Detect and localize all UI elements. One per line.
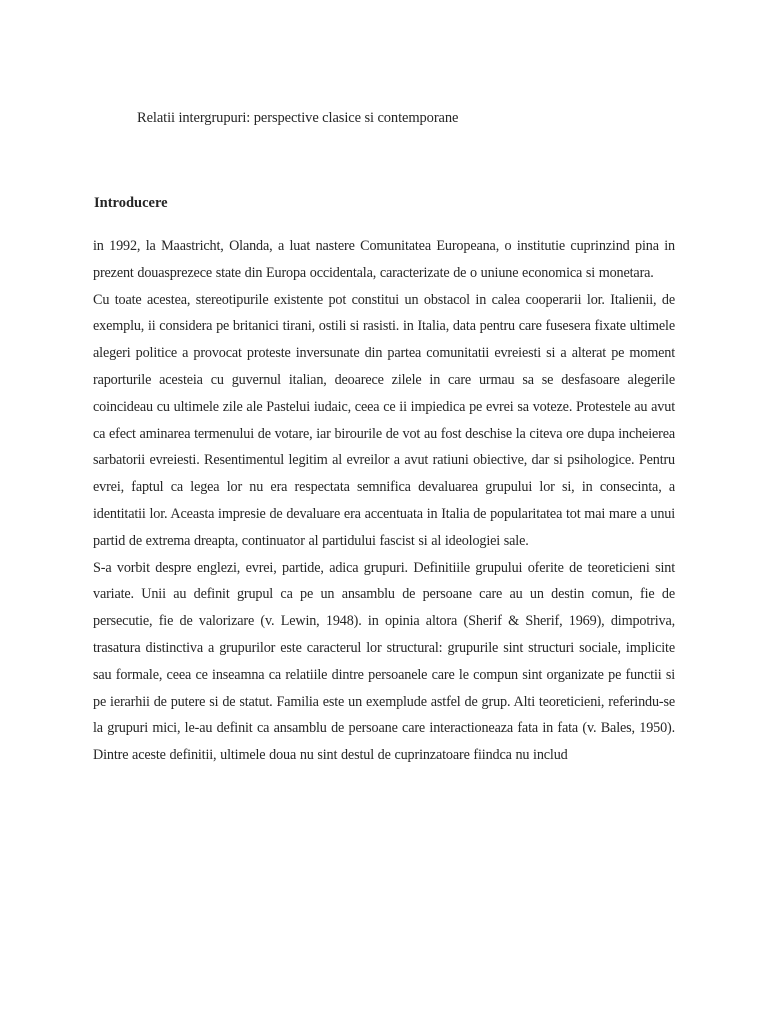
body-text (93, 233, 675, 769)
paragraph-2: Cu toate acestea, stereotipurile existente pot constitui un obstacol in calea cooperarii lor. Italienii, de exemplu, ii considera pe britanici tirani, ostili si rasisti. in Italia, data pentru care fusesera fixate ultimele alegeri politice a provocat proteste inversunate din partea comunitatii evreiesti si a alterat pe moment raporturile acesteia cu guvernul italian, deoarece zilele in care urmau sa se desfasoare alegerile coincideau cu ultimele zile ale Pastelui iudaic, ceea ce ii impiedica pe evrei sa voteze. Protestele au avut ca efect aminarea termenului de votare, iar birourile de vot au fost deschise la citeva ore dupa incheierea sarbatorii evreiesti. Resentimentul legitim al evreilor a avut ratiuni obiective, dar si psihologice. Pentru evrei, faptul ca legea lor nu era respectata semnifica devaluarea grupului lor si, in consecinta, a identitatii lor. Aceasta impresie de devaluare era accentuata in Italia de popularitatea tot mai mare a unui partid de extrema dreapta, continuator al partidului fascist si al ideologiei sale. (93, 291, 675, 549)
paragraph-1: in 1992, la Maastricht, Olanda, a luat nastere Comunitatea Europeana, o institutie cuprinzind pina in prezent douasprezece state din Europa occidentala, caracterizate de o uniune economica si monetara. (93, 238, 675, 281)
section-heading: Introducere (94, 195, 168, 211)
paragraph-3: S-a vorbit despre englezi, evrei, partide, adica grupuri. Definitiile grupului oferite de teoreticieni sint variate. Unii au definit grupul ca pe un ansamblu de persoane care au un destin comun, fie de persecutie, fie de valorizare (v. Lewin, 1948). in opinia altora (Sherif & Sherif, 1969), dimpotriva, trasatura distinctiva a grupurilor este caracterul lor structural: grupurile sint structuri sociale, implicite sau formale, ceea ce inseamna ca relatiile dintre persoanele care le compun sint organizate pe functii si pe ierarhii de putere si de statut. Familia este un exemplude astfel de grup. Alti teoreticieni, referindu-se la grupuri mici, le-au definit ca ansamblu de persoane care interactioneaza fata in fata (v. Bales, 1950). Dintre aceste definitii, ultimele doua nu sint destul de cuprinzatoare fiindca nu includ (93, 559, 675, 764)
document-title: Relatii intergrupuri: perspective clasice si contemporane (137, 110, 459, 126)
